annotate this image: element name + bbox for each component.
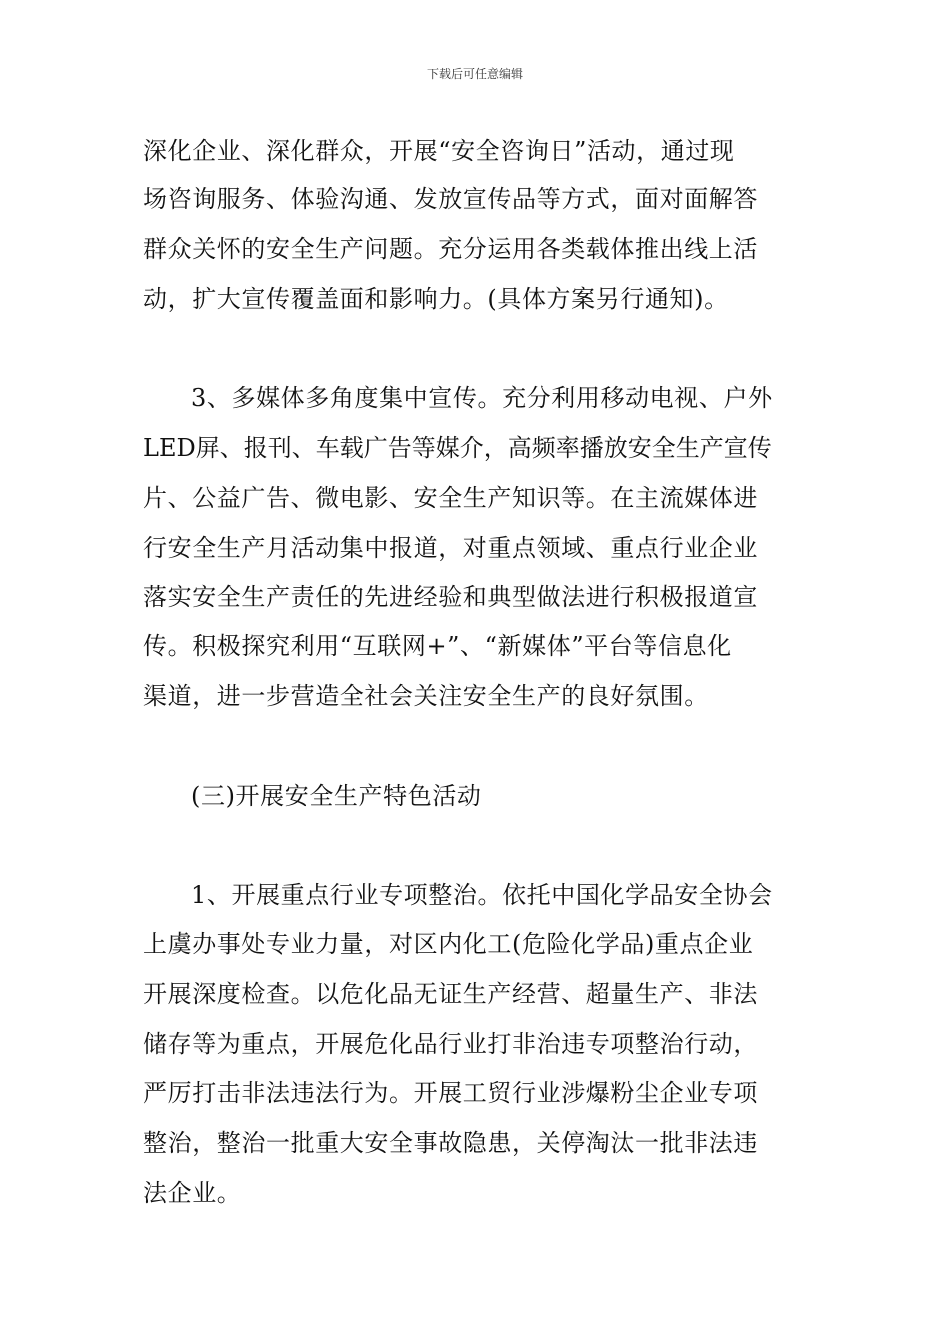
text-line: 片、公益广告、微电影、安全生产知识等。在主流媒体进	[143, 484, 758, 512]
section-heading-text: (三)开展安全生产特色活动	[191, 782, 482, 810]
text-line: 行安全生产月活动集中报道，对重点领域、重点行业企业	[143, 534, 758, 562]
text-line: 储存等为重点，开展危化品行业打非治违专项整治行动，	[143, 1030, 758, 1058]
text-line: 场咨询服务、体验沟通、发放宣传品等方式，面对面解答	[143, 185, 758, 213]
text-line: 3、多媒体多角度集中宣传。充分利用移动电视、户外	[191, 384, 773, 412]
text-line: 深化企业、深化群众，开展“安全咨询日”活动，通过现	[143, 137, 735, 165]
page-header-note: 下载后可任意编辑	[426, 67, 523, 81]
text-line: 上虞办事处专业力量，对区内化工(危险化学品)重点企业	[143, 930, 754, 958]
text-line: 传。积极探究利用“互联网+”、“新媒体”平台等信息化	[143, 632, 732, 660]
text-line: LED屏、报刊、车载广告等媒介，高频率播放安全生产宣传	[143, 434, 772, 462]
text-line: 渠道，进一步营造全社会关注安全生产的良好氛围。	[143, 682, 709, 710]
text-line: 开展深度检查。以危化品无证生产经营、超量生产、非法	[143, 980, 758, 1008]
text-line: 动，扩大宣传覆盖面和影响力。(具体方案另行通知)。	[143, 285, 729, 313]
text-line: 整治，整治一批重大安全事故隐患，关停淘汰一批非法违	[143, 1129, 758, 1157]
text-line: 落实安全生产责任的先进经验和典型做法进行积极报道宣	[143, 583, 758, 611]
text-line: 群众关怀的安全生产问题。充分运用各类载体推出线上活	[143, 235, 758, 263]
text-line: 法企业。	[143, 1179, 242, 1207]
text-line: 1、开展重点行业专项整治。依托中国化学品安全协会	[191, 881, 773, 909]
text-line: 严厉打击非法违法行为。开展工贸行业涉爆粉尘企业专项	[143, 1079, 758, 1107]
